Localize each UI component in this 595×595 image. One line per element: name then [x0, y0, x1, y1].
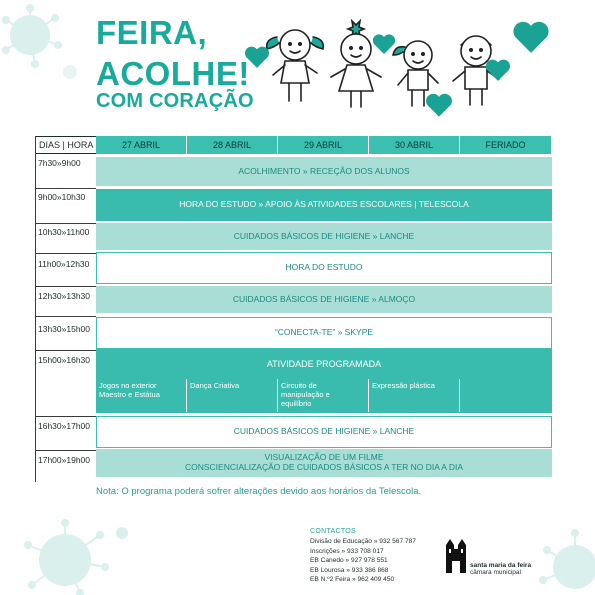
header-day: FERIADO: [460, 136, 552, 154]
row-activity-line: CONSCIENCIALIZAÇÃO DE CUIDADOS BÁSICOS A TER NO DIA A DIA: [184, 462, 464, 472]
municipality-logo-text: [470, 562, 531, 577]
row-time: 12h30»13h30: [38, 291, 91, 301]
programmed-activity-cell: [278, 379, 369, 412]
row-time: 15h00»16h30: [38, 355, 91, 365]
row-time: 7h30»9h00: [38, 158, 81, 168]
row-divider: [35, 286, 96, 287]
header-day: 30 ABRIL: [369, 136, 460, 154]
row-divider: [35, 316, 96, 317]
header-corner: DIAS | HORA: [35, 136, 96, 154]
row-time: 16h30»17h00: [38, 421, 91, 431]
heart-icon: [485, 58, 511, 82]
contacts-block: [310, 527, 416, 585]
municipality-logo-icon: [444, 535, 468, 575]
programmed-activity-cell: [187, 379, 278, 412]
programmed-activity-text: manipulação e: [281, 390, 330, 399]
row-divider: [35, 350, 96, 351]
row-activity-line: VISUALIZAÇÃO DE UM FILME: [264, 452, 384, 463]
row-time: 10h30»11h00: [38, 227, 90, 237]
programmed-activity-cell: [369, 379, 460, 412]
programmed-activity-text: Jogos no exterior: [99, 381, 157, 390]
row-activity: CUIDADOS BÁSICOS DE HIGIENE » LANCHE: [96, 223, 552, 250]
row-activity: CUIDADOS BÁSICOS DE HIGIENE » LANCHE: [96, 416, 552, 448]
logo-line-2: câmara municipal: [470, 569, 521, 577]
virus-decoration-bottom-left: [10, 505, 130, 595]
row-activity: HORA DO ESTUDO: [96, 252, 552, 284]
row-activity: ATIVIDADE PROGRAMADA: [96, 349, 552, 380]
children-illustration: [255, 15, 520, 115]
row-divider: [35, 188, 96, 189]
contact-line: EB N.º2 Feira » 962 409 450: [310, 576, 395, 584]
row-time: 11h00»12h30: [38, 259, 90, 269]
contact-line: Inscrições » 933 708 017: [310, 547, 384, 555]
programmed-activity-cell: [96, 379, 187, 412]
logo-line-1: santa maria da feira: [470, 562, 532, 569]
header-day: 27 ABRIL: [96, 136, 187, 154]
contact-line: EB Canedo » 927 978 551: [310, 557, 388, 565]
contact-line: Divisão de Educação » 932 567 787: [310, 538, 416, 546]
schedule-note: Nota: O programa poderá sofrer alterações devido aos horários da Telescola.: [96, 486, 422, 497]
row-divider: [35, 450, 96, 451]
row-activity: HORA DO ESTUDO » APOIO ÀS ATIVIDADES ESCOLARES | TELESCOLA: [96, 189, 552, 221]
programmed-activity-text: Circuito de: [281, 381, 317, 390]
row-divider: [35, 223, 96, 224]
programmed-activity-text: equilíbrio: [281, 399, 312, 408]
programmed-activity-cell: [460, 379, 552, 412]
row-activity: “CONECTA-TE” » SKYPE: [96, 317, 552, 349]
contact-line: EB Lourosa » 933 386 868: [310, 566, 389, 574]
row-activity: [96, 449, 552, 477]
row-divider: [35, 253, 96, 254]
heart-icon: [244, 45, 270, 69]
programmed-activity-text: Maestro e Estátua: [99, 390, 160, 399]
row-time: 17h00»19h00: [38, 455, 91, 465]
programmed-activity-text: Dança Criativa: [190, 381, 240, 390]
heart-icon: [425, 92, 453, 118]
contacts-heading: CONTACTOS: [310, 528, 356, 535]
title-line-2: ACOLHE!: [96, 55, 250, 92]
row-activity: CUIDADOS BÁSICOS DE HIGIENE » ALMOÇO: [96, 286, 552, 313]
row-activity: ACOLHIMENTO » RECEÇÃO DOS ALUNOS: [96, 157, 552, 186]
row-divider: [35, 416, 96, 417]
row-time: 9h00»10h30: [38, 192, 86, 202]
heart-icon: [512, 19, 550, 55]
virus-decoration-top-left: [0, 0, 90, 90]
virus-decoration-bottom-right: [535, 525, 595, 595]
title-line-1: FEIRA,: [96, 14, 208, 51]
heart-icon: [372, 33, 396, 55]
title-line-3: COM CORAÇÃO: [96, 90, 254, 112]
header-day: 28 ABRIL: [187, 136, 278, 154]
programmed-activity-text: Expressão plástica: [372, 381, 435, 390]
row-time: 13h30»15h00: [38, 324, 91, 334]
header-day: 29 ABRIL: [278, 136, 369, 154]
